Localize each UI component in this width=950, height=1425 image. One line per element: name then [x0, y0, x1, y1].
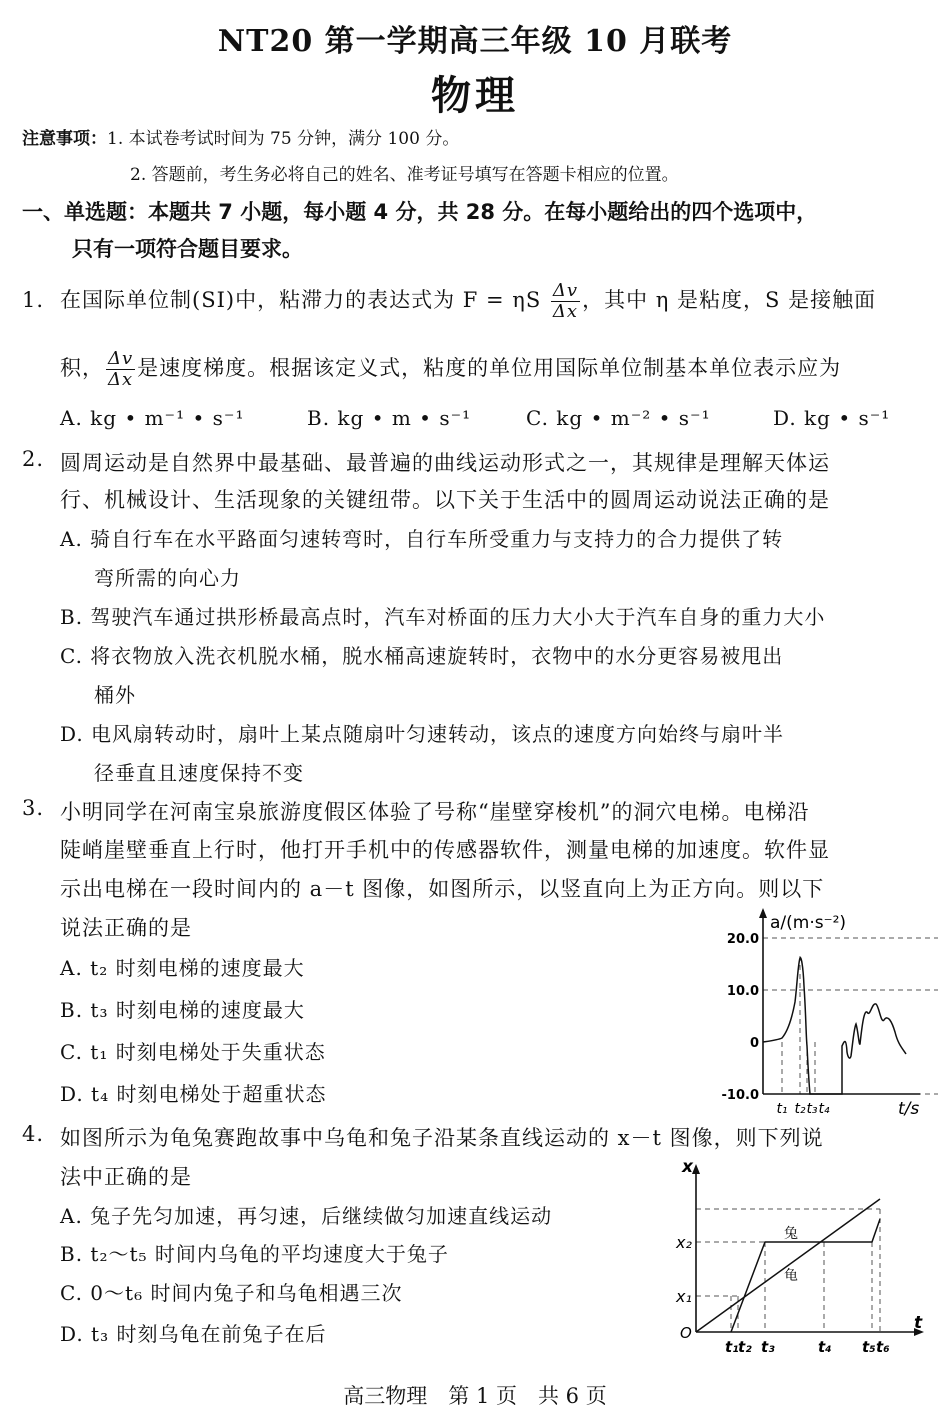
q2-option-c-line-2: 桶外	[94, 683, 136, 707]
q4-t3-label: t₃	[761, 1338, 775, 1356]
q4-line-2: 法中正确的是	[60, 1165, 192, 1189]
exam-title: NT20 第一学期高三年级 10 月联考	[217, 24, 733, 59]
q2-line-2: 行、机械设计、生活现象的关键纽带。以下关于生活中的圆周运动说法正确的是	[60, 488, 830, 512]
q4-t2-label: t₂	[738, 1338, 752, 1356]
q3-ytick-neg10: -10.0	[721, 1088, 759, 1103]
q3-line-1: 小明同学在河南宝泉旅游度假区体验了号称“崖壁穿梭机”的洞穴电梯。电梯沿	[60, 800, 810, 824]
q3-acceleration-curve	[763, 958, 906, 1094]
notes-item-1: 1. 本试卷考试时间为 75 分钟，满分 100 分。	[107, 129, 460, 149]
q2-option-d-line-2: 径垂直且速度保持不变	[94, 761, 304, 785]
q1-fraction-2	[106, 349, 135, 390]
q1-option-b: B. kg • m • s⁻¹	[307, 406, 472, 430]
q2-line-1: 圆周运动是自然界中最基础、最普遍的曲线运动形式之一，其规律是理解天体运	[60, 451, 830, 475]
q4-y-arrow-icon	[692, 1164, 700, 1174]
q3-line-2: 陡峭崖壁垂直上行时，他打开手机中的传感器软件，测量电梯的加速度。软件显	[60, 838, 830, 862]
q1-text-b: ，其中 η 是粘度，S 是接触面	[582, 288, 877, 312]
q4-line-1: 如图所示为龟兔赛跑故事中乌龟和兔子沿某条直线运动的 x－t 图像，则下列说	[60, 1126, 824, 1150]
q2-number: 2.	[22, 447, 45, 471]
q1-option-c: C. kg • m⁻² • s⁻¹	[526, 406, 711, 430]
q3-y-axis-label: a/(m·s⁻²)	[770, 913, 847, 933]
q4-option-c: C. 0～t₆ 时间内兔子和乌龟相遇三次	[60, 1281, 403, 1305]
notes-label: 注意事项：	[22, 129, 107, 149]
q4-turtle-label: 龟	[784, 1268, 798, 1284]
q3-t4-label: t₄	[818, 1101, 830, 1117]
q1-fraction2-den: Δx	[108, 369, 134, 390]
q3-ytick-10: 10.0	[726, 984, 759, 999]
page-footer: 高三物理 第 1 页 共 6 页	[343, 1384, 607, 1408]
q4-t6-label: t₆	[876, 1338, 890, 1356]
q4-rabbit-line	[731, 1219, 880, 1332]
q4-option-d: D. t₃ 时刻乌龟在前兔子在后	[60, 1322, 327, 1346]
q3-line-3: 示出电梯在一段时间内的 a－t 图像，如图所示，以竖直向上为正方向。则以下	[60, 877, 825, 901]
q4-t1-label: t₁	[725, 1338, 739, 1356]
q3-option-b: B. t₃ 时刻电梯的速度最大	[60, 998, 305, 1022]
q3-acceleration-graph	[720, 906, 940, 1120]
q1-line-1	[60, 274, 876, 326]
q1-line2-b: 是速度梯度。根据该定义式，粘度的单位用国际单位制基本单位表示应为	[137, 356, 842, 380]
notes-line-1	[22, 124, 459, 149]
q2-option-b: B. 驾驶汽车通过拱形桥最高点时，汽车对桥面的压力大小大于汽车自身的重力大小	[60, 605, 826, 629]
q3-t3-label: t₃	[806, 1101, 818, 1117]
q4-t5-label: t₅	[862, 1338, 876, 1356]
q1-fraction-den: Δx	[552, 301, 579, 322]
q4-position-graph	[668, 1156, 940, 1362]
q2-option-a-line-1: A. 骑自行车在水平路面匀速转弯时，自行车所受重力与支持力的合力提供了转	[60, 527, 784, 551]
q3-option-a: A. t₂ 时刻电梯的速度最大	[60, 956, 305, 980]
q1-fraction-num: Δv	[552, 280, 579, 301]
q4-option-b: B. t₂～t₅ 时间内乌龟的平均速度大于兔子	[60, 1242, 449, 1266]
q3-y-arrow-icon	[759, 908, 767, 918]
q3-gridlines	[763, 938, 938, 1094]
q3-option-c: C. t₁ 时刻电梯处于失重状态	[60, 1040, 326, 1064]
q2-option-a-line-2: 弯所需的向心力	[94, 566, 241, 590]
q3-ytick-20: 20.0	[726, 932, 759, 947]
q3-line-4: 说法正确的是	[60, 916, 192, 940]
q3-ytick-0: 0	[749, 1036, 759, 1051]
subject-title: 物理	[431, 73, 519, 119]
q4-number: 4.	[22, 1122, 45, 1146]
q3-t1-label: t₁	[776, 1101, 788, 1117]
q1-line-2	[60, 342, 841, 394]
q4-y-axis-label: x	[682, 1157, 693, 1177]
q4-t4-label: t₄	[818, 1338, 832, 1356]
q1-option-a: A. kg • m⁻¹ • s⁻¹	[60, 406, 245, 430]
q2-option-c-line-1: C. 将衣物放入洗衣机脱水桶，脱水桶高速旋转时，衣物中的水分更容易被甩出	[60, 644, 784, 668]
q4-rabbit-label: 兔	[784, 1226, 798, 1242]
q4-t-axis-label: t	[914, 1313, 923, 1333]
q3-number: 3.	[22, 796, 45, 820]
q4-x2-label: x₂	[676, 1233, 692, 1252]
q1-number: 1.	[22, 288, 45, 312]
q4-origin-label: O	[680, 1324, 692, 1342]
q3-t2-label: t₂	[794, 1101, 806, 1117]
q4-option-a: A. 兔子先匀加速，再匀速，后继续做匀加速直线运动	[60, 1204, 553, 1228]
q1-option-d: D. kg • s⁻¹	[773, 406, 891, 430]
q2-option-d-line-1: D. 电风扇转动时，扇叶上某点随扇叶匀速转动，该点的速度方向始终与扇叶半	[60, 722, 785, 746]
notes-item-2: 2. 答题前，考生务必将自己的姓名、准考证号填写在答题卡相应的位置。	[130, 165, 679, 185]
q1-text-a: 在国际单位制(SI)中，粘滞力的表达式为 F = ηS	[60, 288, 542, 312]
q4-turtle-line	[696, 1199, 880, 1332]
q3-x-axis-label: t/s	[898, 1099, 920, 1119]
q3-option-d: D. t₄ 时刻电梯处于超重状态	[60, 1082, 327, 1106]
q1-fraction2-num: Δv	[108, 348, 134, 369]
section-heading-line-2: 只有一项符合题目要求。	[72, 237, 303, 261]
q1-fraction-1	[551, 281, 580, 322]
section-heading-line-1: 一、单选题：本题共 7 小题，每小题 4 分，共 28 分。在每小题给出的四个选项中，	[22, 200, 818, 224]
q1-line2-a: 积，	[60, 356, 104, 380]
q4-x1-label: x₁	[676, 1287, 692, 1306]
